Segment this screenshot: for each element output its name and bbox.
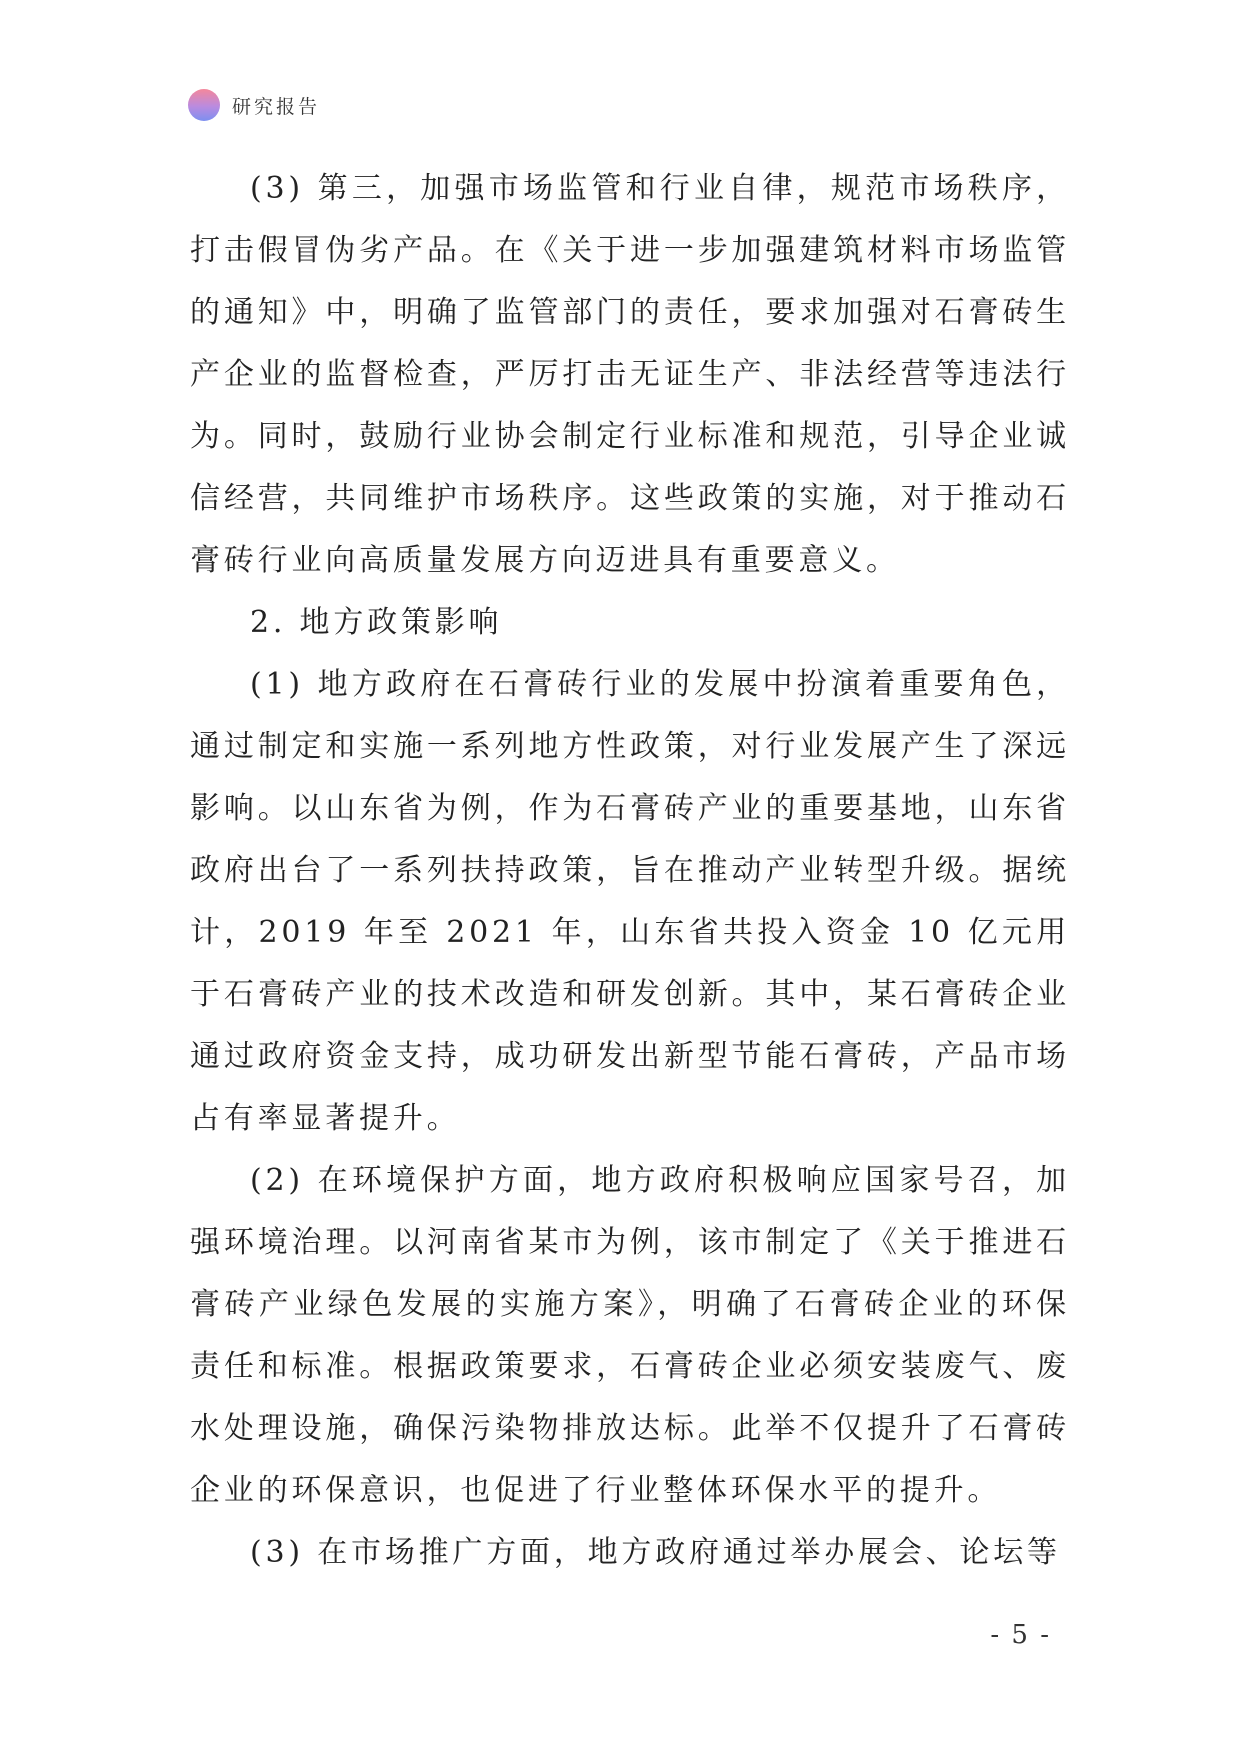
page-header [188, 88, 320, 122]
paragraph-local-government-role: (1) 地方政府在石膏砖行业的发展中扮演着重要角色，通过制定和实施一系列地方性政策，对行业发展产生了深远影响。以山东省为例，作为石膏砖产业的重要基地，山东省政府出台了一系列扶持政策，旨在推动产业转型升级。据统计，2019 年至 2021 年，山东省共投入资金 10 亿元用于石膏砖产业的技术改造和研发创新。其中，某石膏砖企业通过政府资金支持，成功研发出新型节能石膏砖，产品市场占有率显著提升。 [190, 667, 1070, 1136]
paragraph-environmental-protection: (2) 在环境保护方面，地方政府积极响应国家号召，加强环境治理。以河南省某市为例，该市制定了《关于推进石膏砖产业绿色发展的实施方案》，明确了石膏砖企业的环保责任和标准。根据政策要求，石膏砖企业必须安装废气、废水处理设施，确保污染物排放达标。此举不仅提升了石膏砖企业的环保意识，也促进了行业整体环保水平的提升。 [190, 1163, 1070, 1508]
paragraph-market-supervision: (3) 第三，加强市场监管和行业自律，规范市场秩序，打击假冒伪劣产品。在《关于进一步加强建筑材料市场监管的通知》中，明确了监管部门的责任，要求加强对石膏砖生产企业的监督检查，严厉打击无证生产、非法经营等违法行为。同时，鼓励行业协会制定行业标准和规范，引导企业诚信经营，共同维护市场秩序。这些政策的实施，对于推动石膏砖行业向高质量发展方向迈进具有重要意义。 [190, 171, 1070, 578]
paragraph-market-promotion: (3) 在市场推广方面，地方政府通过举办展会、论坛等 [250, 1535, 1061, 1570]
section-heading-local-policy: 2. 地方政策影响 [250, 605, 503, 640]
document-body [190, 158, 1070, 1584]
header-title: 研究报告 [232, 95, 321, 118]
page-number: - 5 - [990, 1620, 1051, 1650]
logo-circle-icon [188, 89, 220, 121]
